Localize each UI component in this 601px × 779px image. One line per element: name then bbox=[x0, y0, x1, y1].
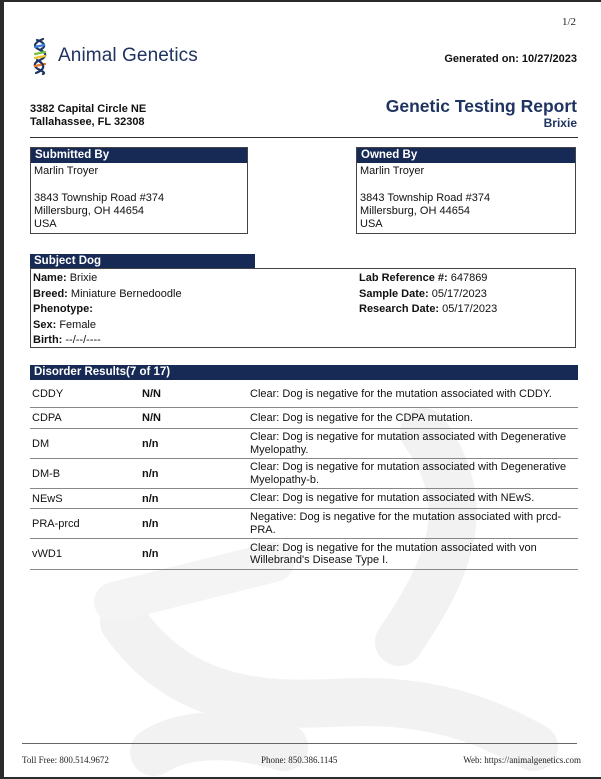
genotype: n/n bbox=[142, 437, 159, 450]
owned-by-heading: Owned By bbox=[357, 148, 575, 163]
submitted-by-address2: Millersburg, OH 44654 bbox=[34, 205, 145, 217]
disorder-name: DM bbox=[32, 437, 50, 450]
owned-by-name: Marlin Troyer bbox=[360, 165, 425, 177]
dog-birth-field: Birth: --/--/---- bbox=[33, 334, 101, 346]
dog-name-field: Name: Brixie bbox=[33, 272, 98, 284]
owned-by-address1: 3843 Township Road #374 bbox=[360, 192, 491, 204]
owned-by-box bbox=[356, 147, 576, 234]
genotype: n/n bbox=[142, 548, 159, 560]
table-row bbox=[30, 459, 578, 489]
dog-sex-field: Sex: Female bbox=[33, 318, 96, 331]
table-row bbox=[30, 429, 578, 459]
submitted-by-name: Marlin Troyer bbox=[34, 165, 99, 177]
footer-web-link[interactable]: Web: https://animalgenetics.com bbox=[463, 755, 581, 765]
disorder-name: DM-B bbox=[32, 467, 61, 480]
research-date-field: Research Date: 05/17/2023 bbox=[359, 303, 498, 315]
disorder-name: vWD1 bbox=[32, 548, 62, 560]
result-text: Clear: Dog is negative for mutation associated with Degenerative Myelopathy-b. bbox=[250, 461, 567, 486]
lab-address-line1: 3382 Capital Circle NE bbox=[30, 103, 147, 115]
disorder-name: PRA-prcd bbox=[32, 517, 80, 530]
result-text: Clear: Dog is negative for the mutation associated with von Willebrand's Disease Type I. bbox=[250, 541, 537, 566]
report-title: Genetic Testing Report bbox=[385, 96, 577, 116]
brand-name: Animal Genetics bbox=[58, 45, 198, 66]
genotype: n/n bbox=[142, 517, 159, 530]
result-text: Negative: Dog is negative for the mutation associated with prcd-PRA. bbox=[250, 511, 562, 536]
subject-dog-box bbox=[30, 268, 576, 348]
lab-reference-field: Lab Reference #: 647869 bbox=[359, 272, 488, 284]
genotype: N/N bbox=[142, 412, 161, 424]
dna-helix-icon bbox=[30, 37, 50, 75]
page-number: 1/2 bbox=[561, 16, 576, 28]
table-row bbox=[30, 408, 578, 429]
report-page bbox=[4, 2, 601, 777]
owned-by-address2: Millersburg, OH 44654 bbox=[360, 205, 471, 217]
table-row bbox=[30, 539, 578, 570]
genotype: n/n bbox=[142, 492, 159, 505]
table-row bbox=[30, 509, 578, 539]
owned-by-country: USA bbox=[360, 218, 383, 230]
disorder-name: CDDY bbox=[32, 388, 64, 400]
footer-phone: Phone: 850.386.1145 bbox=[261, 755, 338, 765]
result-text: Clear: Dog is negative for the mutation associated with CDDY. bbox=[250, 387, 552, 400]
report-subject-name: Brixie bbox=[543, 116, 577, 130]
submitted-by-heading: Submitted By bbox=[31, 148, 247, 163]
submitted-by-address1: 3843 Township Road #374 bbox=[34, 192, 165, 204]
result-text: Clear: Dog is negative for mutation associated with Degenerative Myelopathy. bbox=[250, 431, 567, 456]
genotype: N/N bbox=[142, 388, 161, 400]
footer-toll-free: Toll Free: 800.514.9672 bbox=[22, 755, 109, 765]
submitted-by-country: USA bbox=[34, 218, 57, 230]
result-text: Clear: Dog is negative for mutation associated with NEwS. bbox=[250, 492, 535, 505]
dog-breed-field: Breed: Miniature Bernedoodle bbox=[33, 287, 182, 300]
lab-address bbox=[30, 103, 146, 129]
header-divider bbox=[30, 137, 578, 138]
disorder-name: CDPA bbox=[32, 412, 62, 424]
subject-dog-heading: Subject Dog bbox=[30, 254, 255, 269]
disorder-results-table bbox=[30, 381, 578, 570]
lab-address-line2: Tallahassee, FL 32308 bbox=[30, 116, 145, 128]
table-row bbox=[30, 381, 578, 408]
table-row bbox=[30, 489, 578, 509]
submitted-by-box bbox=[30, 147, 248, 234]
result-text: Clear: Dog is negative for the CDPA mutation. bbox=[250, 411, 473, 424]
sample-date-field: Sample Date: 05/17/2023 bbox=[359, 287, 487, 300]
genotype: n/n bbox=[142, 467, 159, 480]
brand-logo bbox=[30, 37, 198, 75]
dog-phenotype-field: Phenotype: bbox=[33, 303, 93, 315]
disorder-name: NEwS bbox=[32, 492, 63, 505]
generated-date: Generated on: 10/27/2023 bbox=[444, 53, 577, 65]
footer-divider bbox=[22, 743, 577, 744]
disorder-results-heading: Disorder Results(7 of 17) bbox=[30, 365, 578, 380]
